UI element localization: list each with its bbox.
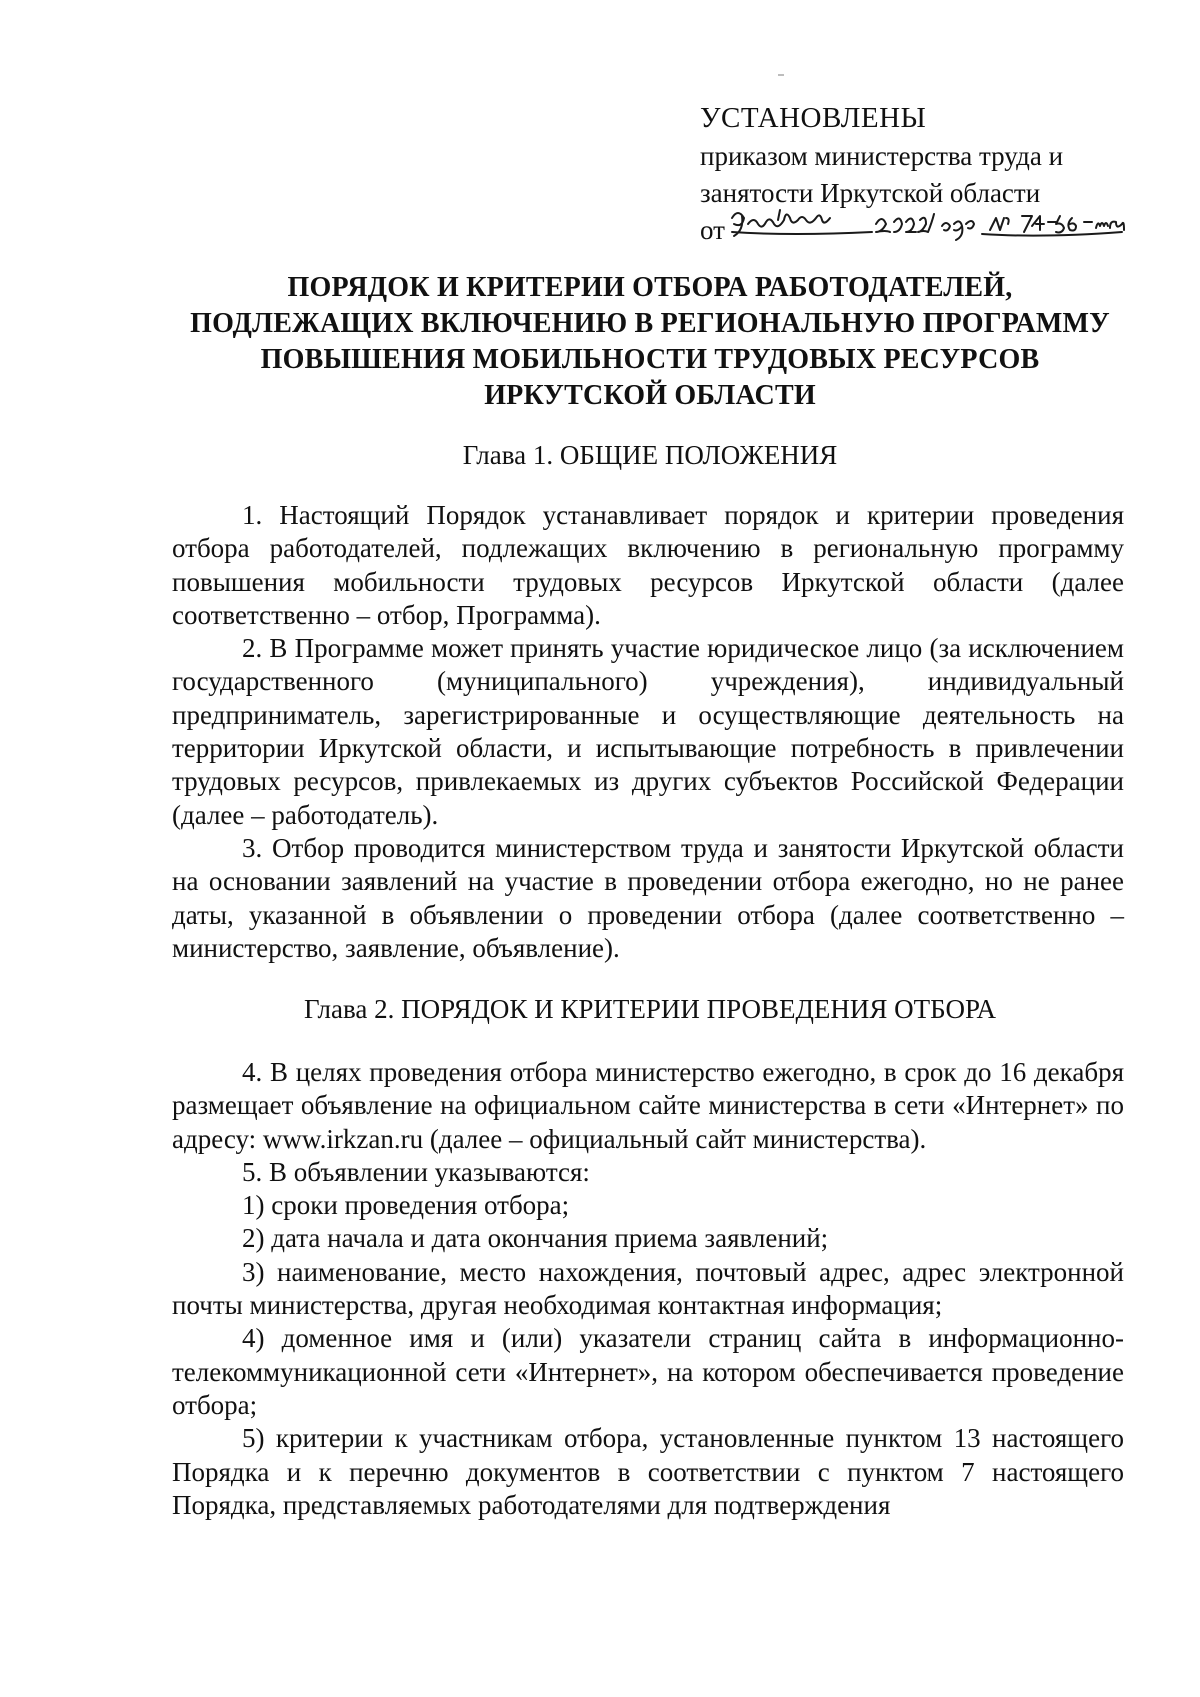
- list-item: 2) дата начала и дата окончания приема заявлений;: [242, 1223, 829, 1254]
- list-item: 4) доменное имя и (или) указатели страниц сайта в информационно-телекоммуникационной сети «Интернет», на котором обеспечивается проведение отбора;: [172, 1323, 1124, 1420]
- paragraph: 5. В объявлении указываются:: [242, 1156, 590, 1187]
- title-line-4: ИРКУТСКОЙ ОБЛАСТИ: [484, 380, 816, 411]
- paragraph: 1. Настоящий Порядок устанавливает порядок и критерии проведения отбора работодателей, подлежащих включению в региональную программу повышения мобильности трудовых ресурсов Иркутской области (далее соответственно – отбор, Программа).: [172, 500, 1124, 630]
- approval-heading: УСТАНОВЛЕНЫ: [700, 102, 927, 134]
- handwritten-date-signature: [726, 204, 1126, 244]
- scan-speck: [778, 74, 784, 76]
- approval-date-prefix: от: [700, 215, 725, 245]
- approval-line-2: занятости Иркутской области: [700, 178, 1041, 208]
- approval-line-1: приказом министерства труда и: [700, 141, 1064, 171]
- paragraph: 2. В Программе может принять участие юридическое лицо (за исключением государственного (муниципального) учреждения), индивидуальный предприниматель, зарегистрированные и осуществляющие деятельность на территории Иркутской области, и испытывающие потребность в привлечении трудовых ресурсов, привлекаемых из других субъектов Российской Федерации (далее – работодатель).: [172, 633, 1124, 830]
- document-title: [160, 270, 1140, 414]
- approval-stamp: [700, 100, 1140, 249]
- paragraph: 4. В целях проведения отбора министерство ежегодно, в срок до 16 декабря размещает объявление на официальном сайте министерства в сети «Интернет» по адресу: www.irkzan.ru (далее – официальный сайт министерства).: [172, 1057, 1124, 1154]
- chapter-1-body: [172, 499, 1124, 965]
- list-item: 5) критерии к участникам отбора, установленные пунктом 13 настоящего Порядка и к перечню документов в соответствии с пунктом 7 настоящего Порядка, представляемых работодателями для подтверждения: [172, 1423, 1124, 1520]
- chapter-1-heading: Глава 1. ОБЩИЕ ПОЛОЖЕНИЯ: [462, 440, 838, 470]
- chapter-2-body: [172, 1056, 1124, 1522]
- list-item: 1) сроки проведения отбора;: [242, 1190, 570, 1221]
- title-line-3: ПОВЫШЕНИЯ МОБИЛЬНОСТИ ТРУДОВЫХ РЕСУРСОВ: [260, 344, 1040, 375]
- list-item: 3) наименование, место нахождения, почтовый адрес, адрес электронной почты министерства, другая необходимая контактная информация;: [172, 1256, 1124, 1321]
- title-line-1: ПОРЯДОК И КРИТЕРИИ ОТБОРА РАБОТОДАТЕЛЕЙ,: [287, 272, 1013, 303]
- chapter-2-heading: Глава 2. ПОРЯДОК И КРИТЕРИИ ПРОВЕДЕНИЯ ОТБОРА: [303, 994, 997, 1024]
- title-line-2: ПОДЛЕЖАЩИХ ВКЛЮЧЕНИЮ В РЕГИОНАЛЬНУЮ ПРОГРАММУ: [190, 308, 1110, 339]
- paragraph: 3. Отбор проводится министерством труда и занятости Иркутской области на основании заявлений на участие в проведении отбора ежегодно, но не ранее даты, указанной в объявлении о проведении отбора (далее соответственно – министерство, заявление, объявление).: [172, 832, 1124, 963]
